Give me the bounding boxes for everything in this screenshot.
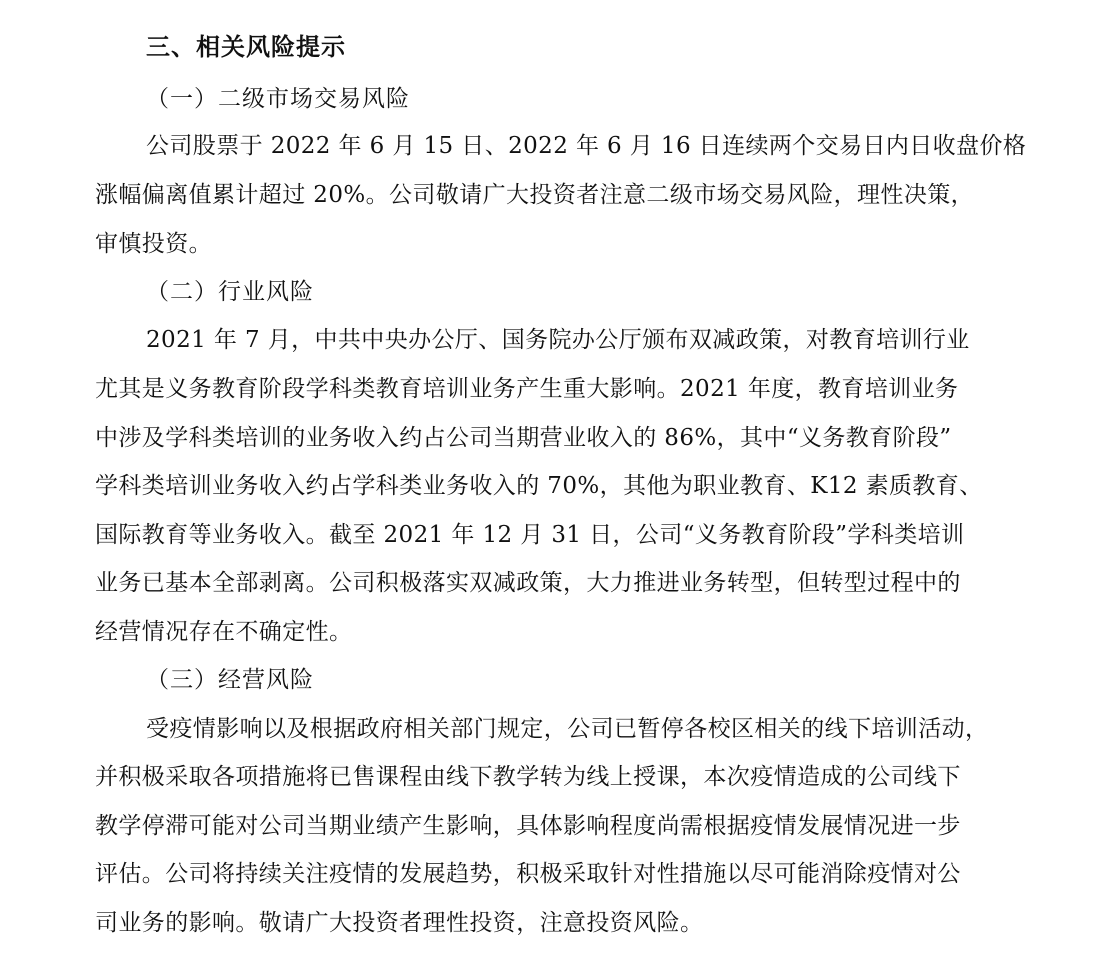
paragraph-line: 教学停滞可能对公司当期业绩产生影响，具体影响程度尚需根据疫情发展情况进一步 xyxy=(95,813,961,839)
paragraph-line: 学科类培训业务收入约占学科类业务收入的 70%，其他为职业教育、K12 素质教育、 xyxy=(95,473,983,499)
subsection-title-operating-risk: （三）经营风险 xyxy=(146,667,314,693)
paragraph-line: 尤其是义务教育阶段学科类教育培训业务产生重大影响。2021 年度，教育培训业务 xyxy=(95,376,959,402)
paragraph-line: 评估。公司将持续关注疫情的发展趋势，积极采取针对性措施以尽可能消除疫情对公 xyxy=(95,861,961,887)
subsection-title-market-risk: （一）二级市场交易风险 xyxy=(146,86,410,112)
paragraph-line: 公司股票于 2022 年 6 月 15 日、2022 年 6 月 16 日连续两个交易日内日收盘价格 xyxy=(146,133,1027,159)
paragraph-line: 业务已基本全部剥离。公司积极落实双减政策，大力推进业务转型，但转型过程中的 xyxy=(95,570,961,596)
paragraph-line: 国际教育等业务收入。截至 2021 年 12 月 31 日，公司“义务教育阶段”学科类培训 xyxy=(95,522,965,548)
subsection-title-industry-risk: （二）行业风险 xyxy=(146,279,314,305)
paragraph-line: 涨幅偏离值累计超过 20%。公司敬请广大投资者注意二级市场交易风险，理性决策， xyxy=(95,182,975,208)
paragraph-line: 受疫情影响以及根据政府相关部门规定，公司已暂停各校区相关的线下培训活动， xyxy=(146,716,989,742)
paragraph-line: 中涉及学科类培训的业务收入约占公司当期营业收入的 86%，其中“义务教育阶段” xyxy=(95,425,952,451)
paragraph-line: 司业务的影响。敬请广大投资者理性投资，注意投资风险。 xyxy=(95,910,704,936)
section-heading: 三、相关风险提示 xyxy=(146,33,346,61)
paragraph-line: 经营情况存在不确定性。 xyxy=(95,619,353,645)
paragraph-line: 2021 年 7 月，中共中央办公厅、国务院办公厅颁布双减政策，对教育培训行业 xyxy=(146,327,970,353)
paragraph-line: 并积极采取各项措施将已售课程由线下教学转为线上授课，本次疫情造成的公司线下 xyxy=(95,764,961,790)
paragraph-line: 审慎投资。 xyxy=(95,231,212,257)
